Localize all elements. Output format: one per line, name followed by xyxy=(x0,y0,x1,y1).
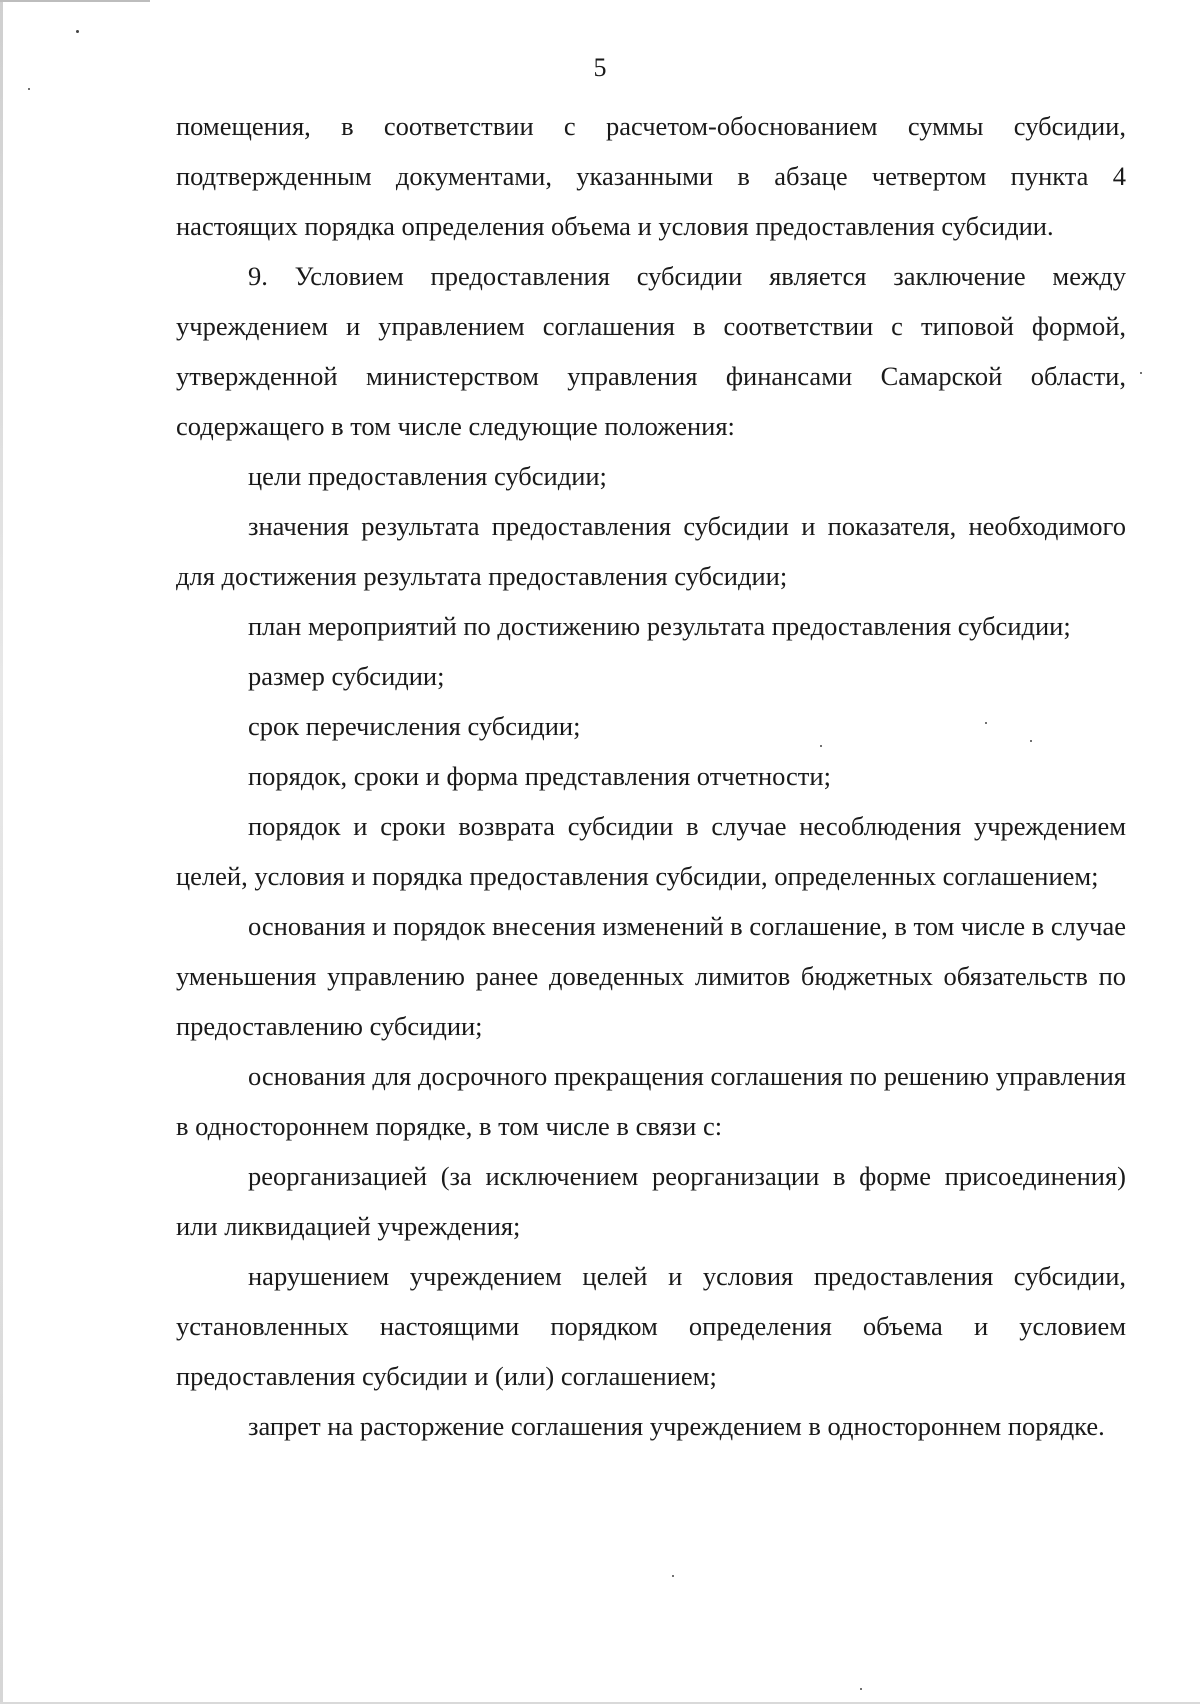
list-item: основания для досрочного прекращения соглашения по решению управления в одностороннем порядке, в том числе в связи с: xyxy=(176,1061,1126,1141)
scan-speck xyxy=(1140,372,1142,374)
list-item: запрет на расторжение соглашения учреждением в одностороннем порядке. xyxy=(248,1411,1105,1441)
scan-speck xyxy=(860,1688,862,1690)
document-body xyxy=(176,101,1126,1451)
list-item: значения результата предоставления субсидии и показателя, необходимого для достижения результата предоставления субсидии; xyxy=(176,511,1126,591)
scan-speck xyxy=(28,88,30,90)
page-number: 5 xyxy=(593,53,607,82)
list-item: план мероприятий по достижению результата предоставления субсидии; xyxy=(248,611,1071,641)
list-item: нарушением учреждением целей и условия предоставления субсидии, установленных настоящими порядком определения объема и условием предоставления субсидии и (или) соглашением; xyxy=(176,1261,1126,1391)
list-item: реорганизацией (за исключением реорганизации в форме присоединения) или ликвидацией учреждения; xyxy=(176,1161,1126,1241)
list-item: срок перечисления субсидии; xyxy=(248,711,581,741)
list-item: основания и порядок внесения изменений в соглашение, в том числе в случае уменьшения управлению ранее доведенных лимитов бюджетных обязательств по предоставлению субсидии; xyxy=(176,911,1126,1041)
scan-speck xyxy=(76,30,79,33)
list-item: размер субсидии; xyxy=(248,661,445,691)
scan-edge-left xyxy=(0,0,3,1704)
paragraph: помещения, в соответствии с расчетом-обоснованием суммы субсидии, подтвержденным документами, указанными в абзаце четвертом пункта 4 настоящих порядка определения объема и условия предоставления субсидии. xyxy=(176,111,1126,241)
scan-edge-top xyxy=(0,0,150,2)
list-item: порядок, сроки и форма представления отчетности; xyxy=(248,761,831,791)
list-item: порядок и сроки возврата субсидии в случае несоблюдения учреждением целей, условия и порядка предоставления субсидии, определенных соглашением; xyxy=(176,811,1126,891)
paragraph: 9. Условием предоставления субсидии является заключение между учреждением и управлением соглашения в соответствии с типовой формой, утвержденной министерством управления финансами Самарской области, содержащего в том числе следующие положения: xyxy=(176,261,1126,441)
scan-speck xyxy=(672,1575,674,1577)
list-item: цели предоставления субсидии; xyxy=(248,461,607,491)
